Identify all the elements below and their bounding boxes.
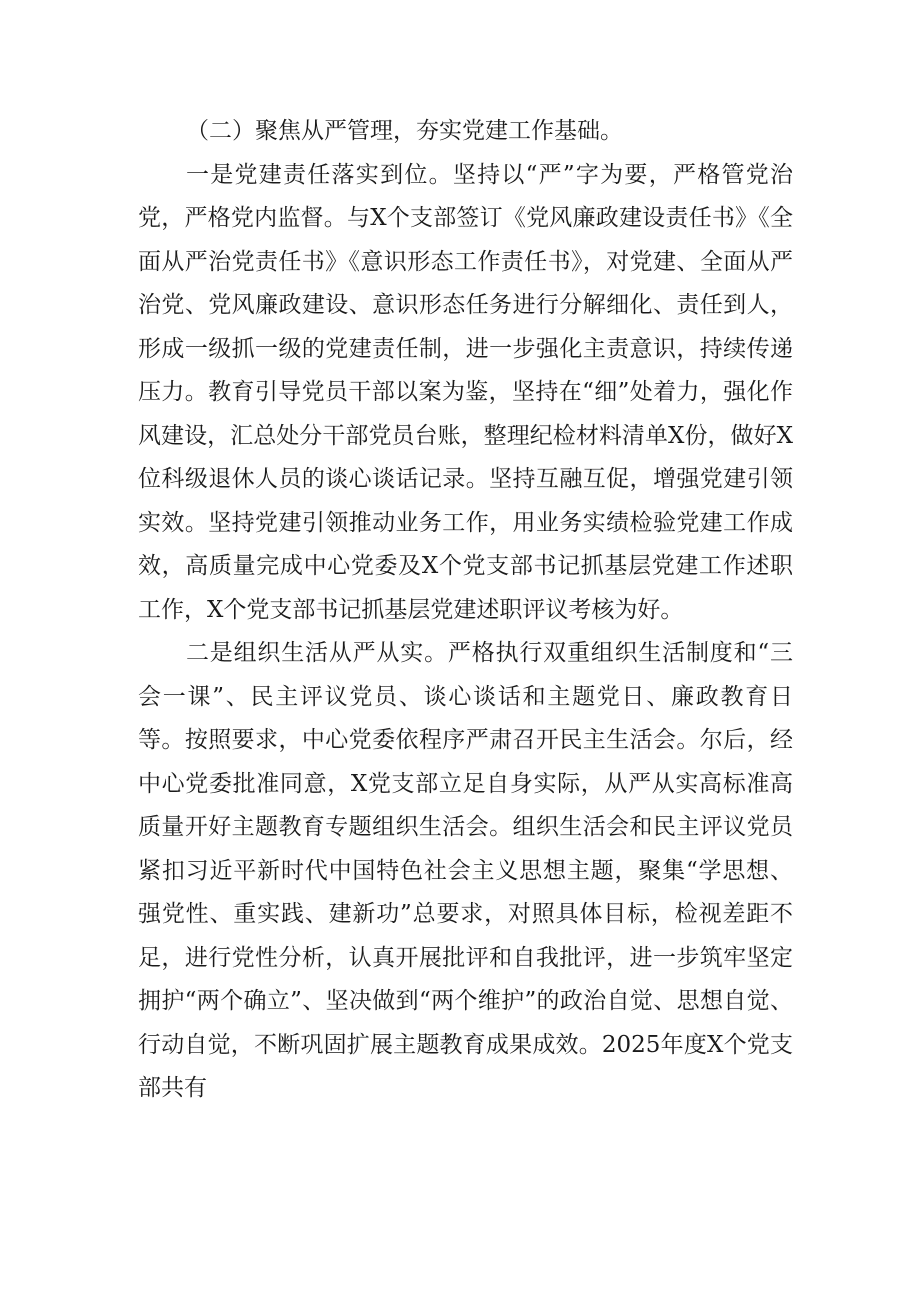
section-heading: （二）聚焦从严管理，夯实党建工作基础。	[186, 118, 623, 144]
document-body	[138, 110, 793, 1111]
paragraph-party-responsibility: 一是党建责任落实到位。坚持以“严”字为要，严格管党治党，严格党内监督。与X个支部签订《党风廉政建设责任书》《全面从严治党责任书》《意识形态工作责任书》，对党建、全面从严治党、党风廉政建设、意识形态任务进行分解细化、责任到人，形成一级抓一级的党建责任制，进一步强化主责意识，持续传递压力。教育引导党员干部以案为鉴，坚持在“细”处着力，强化作风建设，汇总处分干部党员台账，整理纪检材料清单X份，做好X位科级退休人员的谈心谈话记录。坚持互融互促，增强党建引领实效。坚持党建引领推动业务工作，用业务实绩检验党建工作成效，高质量完成中心党委及X个党支部书记抓基层党建工作述职工作，X个党支部书记抓基层党建述职评议考核为好。	[138, 161, 793, 623]
paragraph-organizational-life: 二是组织生活从严从实。严格执行双重组织生活制度和“三会一课”、民主评议党员、谈心谈话和主题党日、廉政教育日等。按照要求，中心党委依程序严肃召开民主生活会。尔后，经中心党委批准同意，X党支部立足自身实际，从严从实高标准高质量开好主题教育专题组织生活会。组织生活会和民主评议党员紧扣习近平新时代中国特色社会主义思想主题，聚集“学思想、强党性、重实践、建新功”总要求，对照具体目标，检视差距不足，进行党性分析，认真开展批评和自我批评，进一步筑牢坚定拥护“两个确立”、坚决做到“两个维护”的政治自觉、思想自觉、行动自觉，不断巩固扩展主题教育成果成效。2025年度X个党支部共有	[138, 640, 793, 1101]
